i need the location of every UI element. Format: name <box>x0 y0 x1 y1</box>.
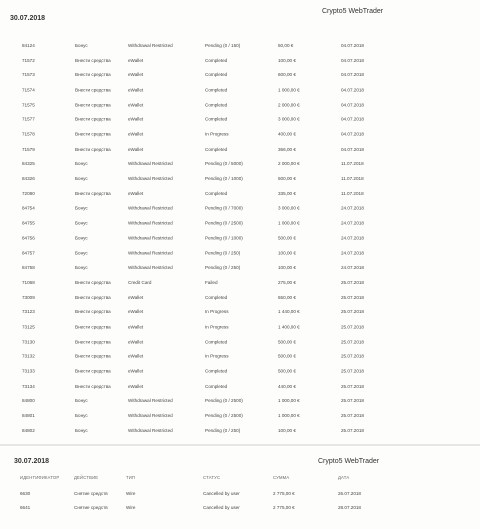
table-row <box>0 173 480 185</box>
tx-date: 11.07.2018 <box>341 190 364 196</box>
wd-status: Cancelled by user <box>203 505 240 510</box>
tx-id: 73123 <box>22 309 35 315</box>
tx-type: Внести средства <box>75 72 111 78</box>
tx-status: In Progress <box>205 353 229 359</box>
tx-amount: 2 000,00 € <box>278 161 300 167</box>
table-row <box>0 188 480 200</box>
wd-amount: 2 775,00 € <box>273 505 295 510</box>
tx-method: Withdrawal Restricted <box>128 427 173 433</box>
tx-type: Внести средства <box>75 57 111 63</box>
tx-method: eWallet <box>128 383 144 389</box>
tx-type: Бонус <box>75 398 88 404</box>
tx-id: 73133 <box>22 368 35 374</box>
tx-amount: 650,00 € <box>278 294 296 300</box>
tx-amount: 2 000,00 € <box>278 102 300 108</box>
tx-amount: 500,00 € <box>278 176 296 182</box>
tx-status: Completed <box>205 190 228 196</box>
column-header-date: ДАТА <box>338 475 350 480</box>
table-row <box>0 277 480 289</box>
tx-method: eWallet <box>128 368 144 374</box>
tx-amount: 3 000,00 € <box>278 116 300 122</box>
tx-status: Completed <box>205 146 228 152</box>
table-row <box>0 99 480 111</box>
wd-type: Wire <box>126 505 136 510</box>
table-row <box>0 425 480 437</box>
column-header-id: ИДЕНТИФИКАТОР <box>20 475 60 480</box>
table-row <box>0 321 480 333</box>
column-header-amount: СУММА <box>273 475 290 480</box>
tx-type: Внести средства <box>75 116 111 122</box>
table-row <box>0 502 480 514</box>
tx-status: Pending (0 / 1000) <box>205 176 243 182</box>
tx-method: eWallet <box>128 57 144 63</box>
table-row <box>0 366 480 378</box>
table-row <box>0 40 480 52</box>
tx-method: Credit Card <box>128 279 152 285</box>
tx-method: eWallet <box>128 87 144 93</box>
tx-amount: 366,00 € <box>278 146 296 152</box>
table-row <box>0 144 480 156</box>
tx-id: 84754 <box>22 205 35 211</box>
tx-status: Completed <box>205 368 228 374</box>
tx-type: Бонус <box>75 264 88 270</box>
table-row <box>0 380 480 392</box>
tx-type: Бонус <box>75 427 88 433</box>
tx-method: eWallet <box>128 131 144 137</box>
tx-id: 71579 <box>22 146 35 152</box>
second-report-date: 30.07.2018 <box>14 458 50 465</box>
wd-action: Снятие средств <box>74 505 108 510</box>
tx-status: Pending (0 / 250) <box>205 250 241 256</box>
tx-amount: 600,00 € <box>278 72 296 78</box>
table-row <box>0 306 480 318</box>
tx-amount: 440,00 € <box>278 383 296 389</box>
tx-method: Withdrawal Restricted <box>128 413 173 418</box>
tx-amount: 1 000,00 € <box>278 398 300 404</box>
tx-date: 11.07.2018 <box>341 161 364 167</box>
tx-amount: 1 000,00 € <box>278 87 300 93</box>
tx-date: 04.07.2018 <box>341 87 364 93</box>
tx-amount: 1 440,00 € <box>278 309 300 315</box>
tx-date: 25.07.2018 <box>341 413 364 418</box>
tx-method: Withdrawal Restricted <box>128 250 173 256</box>
tx-status: Pending (0 / 150) <box>205 43 241 48</box>
tx-method: Withdrawal Restricted <box>128 264 173 270</box>
tx-id: 73130 <box>22 338 35 344</box>
tx-status: Pending (0 / 250) <box>205 264 241 270</box>
table-row <box>0 84 480 96</box>
tx-amount: 100,00 € <box>278 250 296 256</box>
tx-type: Внести средства <box>75 102 111 108</box>
tx-amount: 50,00 € <box>278 43 294 48</box>
tx-method: eWallet <box>128 338 144 344</box>
tx-status: In Progress <box>205 131 229 137</box>
tx-status: Completed <box>205 72 228 78</box>
tx-id: 84755 <box>22 220 35 226</box>
table-row <box>0 292 480 304</box>
tx-id: 71572 <box>22 57 35 63</box>
tx-amount: 100,00 € <box>278 57 296 63</box>
tx-date: 25.07.2018 <box>341 338 364 344</box>
tx-status: Completed <box>205 102 228 108</box>
table-row <box>0 247 480 259</box>
tx-id: 73009 <box>22 294 35 300</box>
tx-id: 71575 <box>22 102 35 108</box>
tx-status: Pending (0 / 7000) <box>205 205 243 211</box>
tx-type: Бонус <box>75 235 88 241</box>
tx-amount: 1 000,00 € <box>278 413 300 418</box>
tx-date: 04.07.2018 <box>341 57 364 63</box>
table-row <box>0 232 480 244</box>
tx-method: eWallet <box>128 72 144 78</box>
tx-amount: 275,00 € <box>278 279 296 285</box>
tx-method: eWallet <box>128 146 144 152</box>
tx-method: eWallet <box>128 190 144 196</box>
tx-status: In Progress <box>205 309 229 315</box>
tx-id: 71068 <box>22 279 35 285</box>
tx-date: 04.07.2018 <box>341 131 364 137</box>
tx-date: 25.07.2018 <box>341 309 364 315</box>
tx-type: Внести средства <box>75 131 111 137</box>
tx-amount: 500,00 € <box>278 235 296 241</box>
tx-status: Pending (0 / 1000) <box>205 235 243 241</box>
tx-type: Бонус <box>75 161 88 167</box>
tx-id: 71577 <box>22 116 35 122</box>
tx-date: 04.07.2018 <box>341 102 364 108</box>
table-row <box>0 336 480 348</box>
table-row <box>0 488 480 500</box>
tx-method: Withdrawal Restricted <box>128 43 173 48</box>
tx-status: Completed <box>205 57 228 63</box>
table-row <box>0 55 480 67</box>
table-row <box>0 70 480 82</box>
tx-type: Внести средства <box>75 87 111 93</box>
brand-name: Crypto5 WebTrader <box>322 8 384 15</box>
tx-status: Completed <box>205 383 228 389</box>
wd-id: 6641 <box>20 505 31 510</box>
tx-type: Внести средства <box>75 190 111 196</box>
tx-id: 71578 <box>22 131 35 137</box>
tx-type: Бонус <box>75 413 88 418</box>
tx-amount: 1 000,00 € <box>278 220 300 226</box>
tx-type: Внести средства <box>75 338 111 344</box>
tx-date: 25.07.2018 <box>341 279 364 285</box>
tx-type: Бонус <box>75 250 88 256</box>
wd-status: Cancelled by user <box>203 491 240 496</box>
tx-date: 04.07.2018 <box>341 72 364 78</box>
table-row <box>0 203 480 215</box>
tx-type: Внести средства <box>75 279 111 285</box>
tx-status: In Progress <box>205 324 229 330</box>
tx-method: Withdrawal Restricted <box>128 398 173 404</box>
tx-method: Withdrawal Restricted <box>128 205 173 211</box>
tx-type: Внести средства <box>75 146 111 152</box>
table-row <box>0 410 480 422</box>
tx-method: Withdrawal Restricted <box>128 235 173 241</box>
tx-method: eWallet <box>128 309 144 315</box>
tx-amount: 3 000,00 € <box>278 205 300 211</box>
tx-status: Completed <box>205 294 228 300</box>
tx-amount: 335,00 € <box>278 190 296 196</box>
tx-date: 25.07.2018 <box>341 368 364 374</box>
tx-date: 25.07.2018 <box>341 353 364 359</box>
table-row <box>0 114 480 126</box>
tx-type: Внести средства <box>75 353 111 359</box>
tx-date: 24.07.2018 <box>341 250 364 256</box>
tx-date: 24.07.2018 <box>341 264 364 270</box>
tx-method: eWallet <box>128 102 144 108</box>
tx-id: 84758 <box>22 264 35 270</box>
table-row <box>0 395 480 407</box>
tx-status: Pending (0 / 250) <box>205 427 241 433</box>
tx-date: 24.07.2018 <box>341 205 364 211</box>
tx-amount: 100,00 € <box>278 427 296 433</box>
tx-date: 24.07.2018 <box>341 235 364 241</box>
tx-date: 04.07.2018 <box>341 43 364 48</box>
tx-status: Completed <box>205 338 228 344</box>
column-header-status: СТАТУС <box>203 475 221 480</box>
tx-date: 25.07.2018 <box>341 398 364 404</box>
page-divider <box>0 444 480 446</box>
tx-amount: 500,00 € <box>278 368 296 374</box>
tx-status: Completed <box>205 116 228 122</box>
tx-id: 73134 <box>22 383 35 389</box>
tx-id: 84801 <box>22 413 35 418</box>
second-brand-name: Crypto5 WebTrader <box>318 458 380 465</box>
tx-amount: 500,00 € <box>278 338 296 344</box>
column-header-action: ДЕЙСТВИЕ <box>74 475 99 480</box>
tx-type: Внести средства <box>75 324 111 330</box>
tx-method: eWallet <box>128 116 144 122</box>
tx-id: 73125 <box>22 324 35 330</box>
tx-id: 84124 <box>22 43 35 48</box>
tx-type: Внести средства <box>75 368 111 374</box>
wd-action: Снятие средств <box>74 491 108 496</box>
tx-method: Withdrawal Restricted <box>128 220 173 226</box>
tx-method: Withdrawal Restricted <box>128 176 173 182</box>
tx-type: Внести средства <box>75 383 111 389</box>
tx-method: eWallet <box>128 353 144 359</box>
tx-type: Бонус <box>75 220 88 226</box>
tx-amount: 100,00 € <box>278 264 296 270</box>
tx-status: Failed <box>205 279 218 285</box>
report-date: 30.07.2018 <box>10 15 46 22</box>
tx-id: 84326 <box>22 176 35 182</box>
tx-id: 84802 <box>22 427 35 433</box>
tx-amount: 1 400,00 € <box>278 324 300 330</box>
column-header-type: ТИП <box>126 475 136 480</box>
tx-amount: 500,00 € <box>278 353 296 359</box>
tx-id: 71574 <box>22 87 35 93</box>
tx-date: 04.07.2018 <box>341 146 364 152</box>
tx-id: 73132 <box>22 353 35 359</box>
tx-type: Внести средства <box>75 309 111 315</box>
tx-type: Внести средства <box>75 294 111 300</box>
wd-amount: 2 775,00 € <box>273 491 295 496</box>
table-row <box>0 158 480 170</box>
tx-id: 84325 <box>22 161 35 167</box>
tx-date: 25.07.2018 <box>341 383 364 389</box>
tx-status: Completed <box>205 87 228 93</box>
tx-date: 11.07.2018 <box>341 176 364 182</box>
tx-type: Бонус <box>75 205 88 211</box>
tx-method: eWallet <box>128 324 144 330</box>
tx-status: Pending (0 / 5000) <box>205 161 243 167</box>
tx-id: 84757 <box>22 250 35 256</box>
tx-id: 71573 <box>22 72 35 78</box>
tx-date: 25.07.2018 <box>341 294 364 300</box>
wd-date: 26.07.2018 <box>338 491 361 496</box>
wd-date: 28.07.2018 <box>338 505 361 510</box>
wd-id: 6630 <box>20 491 31 496</box>
table-row <box>0 351 480 363</box>
tx-date: 04.07.2018 <box>341 116 364 122</box>
table-row <box>0 218 480 230</box>
table-row <box>0 262 480 274</box>
tx-type: Бонус <box>75 43 88 48</box>
table-row <box>0 129 480 141</box>
tx-status: Pending (0 / 2500) <box>205 413 243 418</box>
wd-type: Wire <box>126 491 136 496</box>
tx-id: 84756 <box>22 235 35 241</box>
tx-id: 84800 <box>22 398 35 404</box>
tx-date: 25.07.2018 <box>341 427 364 433</box>
tx-date: 25.07.2018 <box>341 324 364 330</box>
tx-id: 72080 <box>22 190 35 196</box>
tx-method: eWallet <box>128 294 144 300</box>
tx-status: Pending (0 / 2500) <box>205 220 243 226</box>
tx-date: 24.07.2018 <box>341 220 364 226</box>
tx-status: Pending (0 / 2500) <box>205 398 243 404</box>
tx-method: Withdrawal Restricted <box>128 161 173 167</box>
tx-amount: 400,00 € <box>278 131 296 137</box>
tx-type: Бонус <box>75 176 88 182</box>
